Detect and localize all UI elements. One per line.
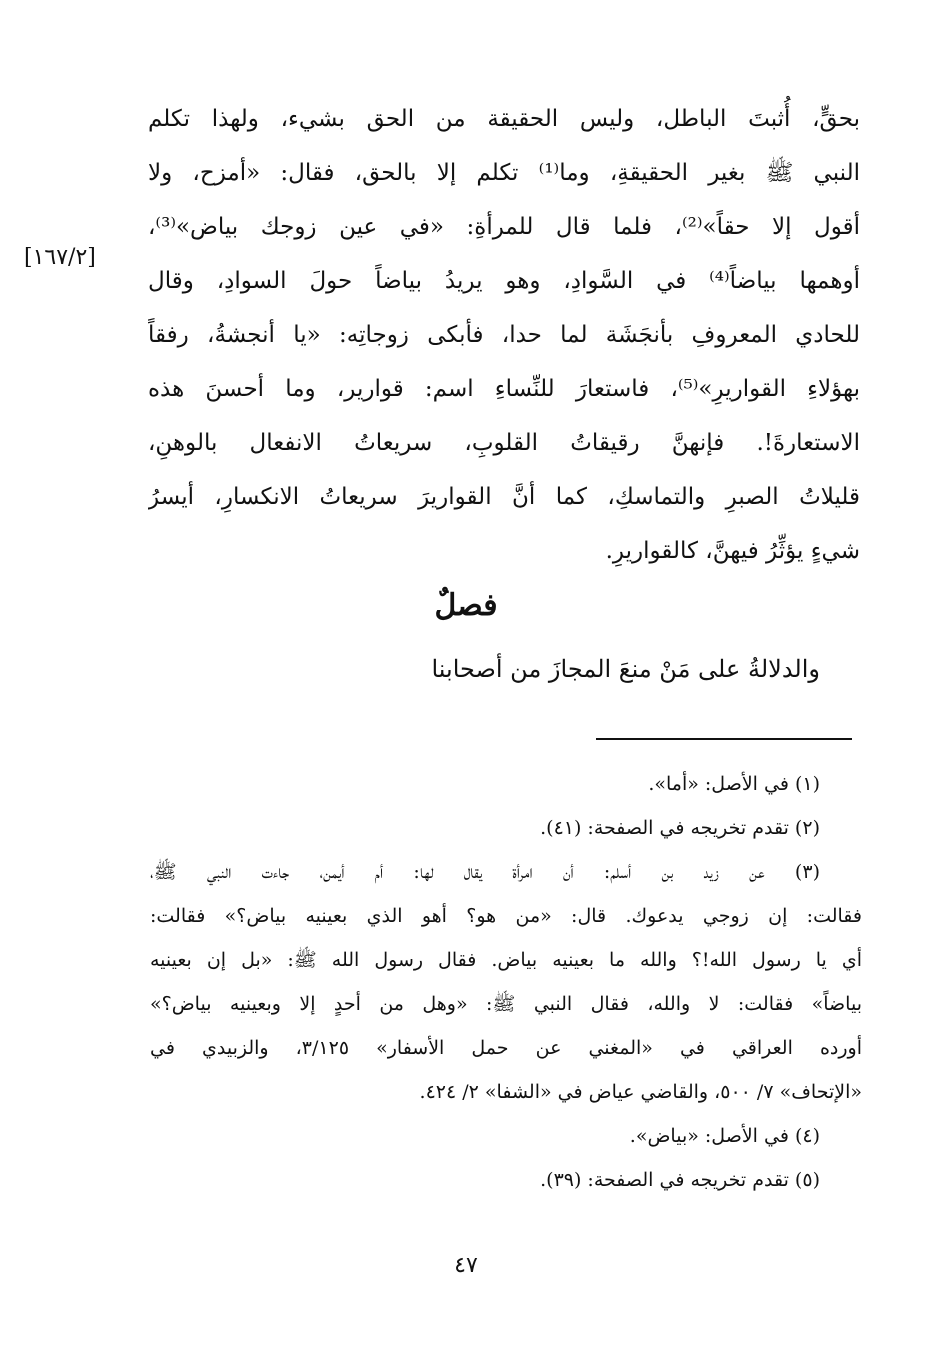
- text-line: شيءٍ يؤثِّرُ فيهنَّ، كالقواريرِ.: [605, 538, 860, 564]
- footnote-line: (٤) في الأصل: «بياض».: [629, 1125, 820, 1147]
- text-line: الاستعارةَ!. فإنهنَّ رقيقاتُ القلوبِ، سريعاتُ الانفعال بالوهنِ،: [148, 430, 860, 456]
- footnote-line: (٢) تقدم تخريجه في الصفحة: (٤١).: [540, 817, 820, 839]
- footnote-line: «الإتحاف» ٧/ ٥٠٠، والقاضي عياض في «الشفا» ٢/ ٤٢٤.: [419, 1081, 862, 1103]
- footnote-line: (٥) تقدم تخريجه في الصفحة: (٣٩).: [540, 1169, 820, 1191]
- footnote-line: (١) في الأصل: «أما».: [648, 773, 820, 795]
- main-text: [148, 92, 860, 578]
- section-subtitle: والدلالةُ على مَنْ منعَ المجازَ من أصحابنا: [431, 655, 820, 683]
- footnote-line: بياضاً» فقالت: لا والله، فقال النبي ﷺ: «وهل من أحدٍ إلا وبعينيه بياض؟»: [150, 993, 862, 1015]
- text-line: بحقٍّ، أُثبتَ الباطل، وليس الحقيقة من الحق بشيء، ولهذا تكلم: [148, 106, 860, 132]
- text-line: قليلاتُ الصبرِ والتماسكِ، كما أنَّ القواريرَ سريعاتُ الانكسارِ، أيسرُ: [148, 484, 860, 510]
- footnote-line: أي يا رسول الله!؟ والله ما بعينيه بياض. فقال رسول الله ﷺ: «بل إن بعينيه: [150, 949, 862, 971]
- footnote-line: أورده العراقي في «المغني عن حمل الأسفار» ٣/١٢٥، والزبيدي في: [150, 1037, 862, 1059]
- text-line: للحادي المعروفِ بأنجَشَة لما حدا، فأبكى زوجاتِه: «يا أنجشةُ، رفقاً: [148, 322, 860, 348]
- text-line: النبي ﷺ بغير الحقيقةِ، وما⁽¹⁾ تكلم إلا بالحق، فقال: «أمزح، ولا: [148, 160, 860, 186]
- text-line: أوهمها بياضاً⁽⁴⁾ في السَّوادِ، وهو يريدُ بياضاً حولَ السوادِ، وقال: [148, 268, 860, 294]
- page-number: ٤٧: [454, 1253, 478, 1278]
- footnote-separator: [596, 738, 852, 740]
- footnotes: [150, 762, 862, 1202]
- text-line: بهؤلاءِ القواريرِ»⁽⁵⁾، فاستعارَ للنِّساءِ اسم: قوارير، وما أحسنَ هذه: [148, 376, 860, 402]
- footnote-line: (٣) عن زيد بن أسلم: أن امرأة يقال لها: أم أيمن، جاءت النبي ﷺ،: [150, 861, 820, 883]
- section-title: فصلٌ: [434, 588, 498, 623]
- margin-reference: [١٦٧/٢]: [24, 245, 96, 270]
- text-line: أقول إلا حقاً»⁽²⁾، فلما قال للمرأةِ: «في عين زوجك بياض»⁽³⁾،: [148, 214, 860, 240]
- footnote-line: فقالت: إن زوجي يدعوك. قال: «من هو؟ أهو الذي بعينيه بياض؟» فقالت:: [150, 905, 862, 927]
